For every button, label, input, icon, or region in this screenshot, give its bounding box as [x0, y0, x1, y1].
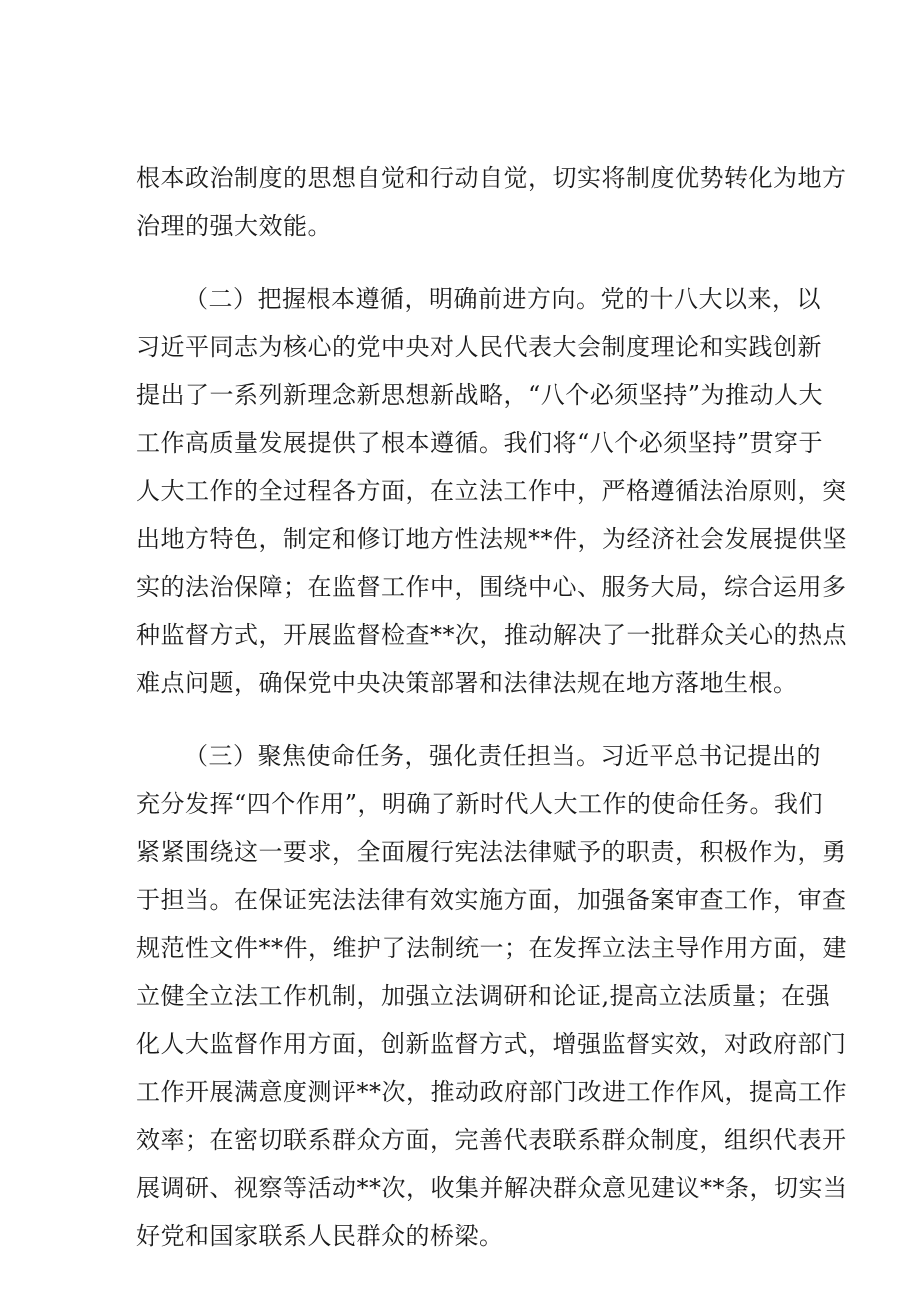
paragraph-3-line-9: 效率；在密切联系群众方面，完善代表联系群众制度，组织代表开 [136, 1126, 847, 1154]
paragraph-2-line-3: 提出了一系列新理念新思想新战略，“八个必须坚持”为推动人大 [136, 381, 824, 409]
paragraph-3-line-4: 于担当。在保证宪法法律有效实施方面，加强备案审查工作，审查 [136, 886, 847, 914]
paragraph-3-line-1: （三）聚焦使命任务，强化责任担当。习近平总书记提出的 [184, 742, 821, 770]
paragraph-1-line-2: 治理的强大效能。 [136, 212, 332, 240]
paragraph-3-line-5: 规范性文件**件，维护了法制统一；在发挥立法主导作用方面，建 [136, 934, 847, 962]
paragraph-2-line-1: （二）把握根本遵循，明确前进方向。党的十八大以来，以 [184, 285, 821, 313]
paragraph-1-line-1: 根本政治制度的思想自觉和行动自觉，切实将制度优势转化为地方 [136, 164, 847, 192]
paragraph-2-line-5: 人大工作的全过程各方面，在立法工作中，严格遵循法治原则，突 [136, 477, 847, 505]
paragraph-3-line-2: 充分发挥“四个作用”，明确了新时代人大工作的使命任务。我们 [136, 790, 824, 818]
paragraph-3-line-10: 展调研、视察等活动**次，收集并解决群众意见建议**条，切实当 [136, 1174, 848, 1202]
paragraph-3-line-11: 好党和国家联系人民群众的桥梁。 [136, 1222, 504, 1250]
paragraph-2-line-8: 种监督方式，开展监督检查**次，推动解决了一批群众关心的热点 [136, 621, 847, 649]
paragraph-3-line-7: 化人大监督作用方面，创新监督方式，增强监督实效，对政府部门 [136, 1030, 847, 1058]
paragraph-2-line-6: 出地方特色，制定和修订地方性法规**件，为经济社会发展提供坚 [136, 525, 847, 553]
paragraph-2-line-2: 习近平同志为核心的党中央对人民代表大会制度理论和实践创新 [136, 333, 822, 361]
paragraph-3-line-6: 立健全立法工作机制，加强立法调研和论证,提高立法质量；在强 [136, 982, 831, 1010]
paragraph-2-line-4: 工作高质量发展提供了根本遵循。我们将“八个必须坚持”贯穿于 [136, 429, 824, 457]
paragraph-2-line-9: 难点问题，确保党中央决策部署和法律法规在地方落地生根。 [136, 669, 798, 697]
paragraph-3-line-8: 工作开展满意度测评**次，推动政府部门改进工作作风，提高工作 [136, 1078, 847, 1106]
paragraph-2-line-7: 实的法治保障；在监督工作中，围绕中心、服务大局，综合运用多 [136, 573, 847, 601]
paragraph-3-line-3: 紧紧围绕这一要求，全面履行宪法法律赋予的职责，积极作为，勇 [136, 838, 847, 866]
